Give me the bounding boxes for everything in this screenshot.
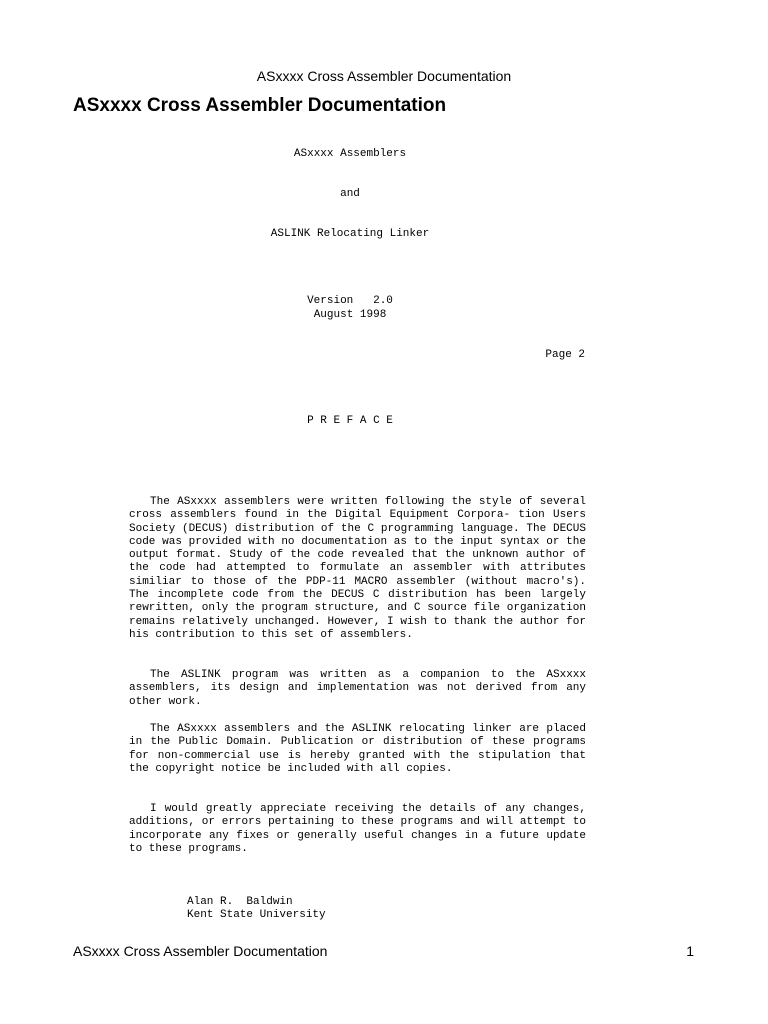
running-footer-title: ASxxxx Cross Assembler Documentation (73, 943, 328, 959)
author-name: Alan R. Baldwin (187, 896, 293, 908)
preface-paragraph-4 (129, 803, 586, 856)
preface-paragraph-3 (129, 723, 586, 776)
paragraph-text: The ASxxxx assemblers were written following the style of several cross assemblers found in the Digital Equipment Corpora- tion Users Society (DECUS) distribution of the C programming language. The DECUS code was provided with no documentation as to the input syntax or the output format. Study of the code revealed that the unknown author of the code had attempted to formulate an assembler with attributes similiar to those of the PDP-11 MACRO assembler (without macro's). The incomplete code from the DECUS C distribution has been largely rewritten, only the program structure, and C source file organization remains relatively unchanged. However, I wish to thank the author for his contribution to this set of assemblers. (129, 496, 586, 641)
footer-page-number: 1 (686, 943, 694, 959)
title-line-assemblers: ASxxxx Assemblers (293, 148, 407, 160)
preface-paragraph-1 (129, 496, 586, 642)
title-line-and: and (340, 188, 360, 200)
running-header-title: ASxxxx Cross Assembler Documentation (256, 68, 512, 84)
document-title: ASxxxx Cross Assembler Documentation (73, 95, 447, 116)
paragraph-text: The ASxxxx assemblers and the ASLINK relocating linker are placed in the Public Domain. Publication or distribution of these programs for non-commercial use is hereby granted with the stipulation that the copyright notice be included with all copies. (129, 723, 586, 775)
preface-paragraph-2 (129, 669, 586, 709)
preface-heading: P R E F A C E (307, 415, 393, 427)
title-line-linker: ASLINK Relocating Linker (270, 228, 430, 240)
paragraph-text: The ASLINK program was written as a companion to the ASxxxx assemblers, its design and implementation was not derived from any other work. (129, 669, 586, 708)
version-line: Version 2.0 (307, 295, 393, 307)
page-label: Page 2 (545, 349, 585, 361)
author-affiliation: Kent State University (187, 909, 326, 921)
paragraph-text: I would greatly appreciate receiving the details of any changes, additions, or errors pertaining to these programs and will attempt to incorporate any fixes or generally useful changes in a future update to these programs. (129, 803, 586, 855)
date-line: August 1998 (313, 309, 387, 321)
